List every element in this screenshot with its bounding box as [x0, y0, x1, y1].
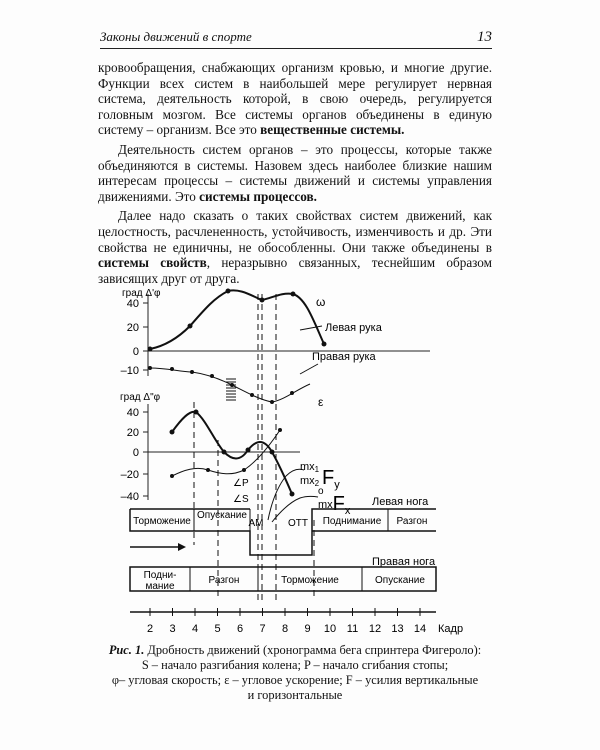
frame-tick-label: 11	[346, 623, 359, 635]
right-hand-point	[170, 367, 174, 371]
frame-tick-label: 8	[281, 623, 289, 635]
right-hand-point	[270, 400, 274, 404]
omega-point	[226, 289, 231, 294]
ott-label: ОТТ	[288, 518, 308, 529]
am-label: AM	[248, 518, 264, 529]
frame-tick-label: 4	[191, 623, 199, 635]
omega-curve-left-hand	[150, 290, 324, 349]
left-leg-label: Левая нога	[372, 496, 429, 508]
page-number: 13	[477, 29, 492, 45]
right-hand-point	[210, 374, 214, 378]
caption-line-4: и горизонтальные	[247, 688, 343, 702]
frame-tick-label: 2	[146, 623, 154, 635]
right-hand-point	[290, 391, 294, 395]
bottom-ytick-m40: –40	[120, 491, 139, 503]
epsilon-thin-point	[242, 468, 246, 472]
frame-tick-label: 12	[368, 623, 382, 635]
phase-lowering-left: Опускание	[197, 510, 247, 521]
frame-tick-label: 5	[214, 623, 221, 635]
caption-line-2: S – начало разгибания колена; P – начало сгибания стопы;	[141, 658, 449, 672]
epsilon-thin-point	[170, 474, 174, 478]
right-hand-point	[148, 366, 152, 370]
top-ytick-m10: –10	[120, 365, 139, 377]
epsilon-label: ε	[318, 395, 324, 409]
bottom-ytick-m20: –20	[120, 469, 139, 481]
term-material-systems: вещественные системы.	[260, 122, 405, 138]
fy-label: $F_y$	[322, 467, 340, 491]
frame-tick-label: 9	[304, 623, 311, 635]
header-title: Законы движений в спорте	[100, 29, 252, 44]
fx-label: mxFx	[318, 493, 351, 517]
paragraph-1-text: кровообращения, снабжающих организм кровью, и многие другие. Функции всех систем в наибольшей мере регулирует нервная система, деятельность которой, в свою очередь, регулируется головным мозгом. Все системы органов объединены в единую систему – организм. Все это	[98, 60, 492, 138]
figure-caption	[98, 643, 492, 703]
phase-accel-left: Разгон	[396, 516, 428, 527]
caption-title: Дробность движений (хронограмма бега спринтера Фигероло):	[144, 643, 482, 657]
term-process-systems: системы процессов.	[199, 188, 317, 204]
paragraph-3-text-a: Далее надо сказать о таких свойствах систем движений, как целостность, расчлененность, устойчивость, изменчивость и др. Эти свойства не единичны, не обособленны. Они также объединены в	[98, 208, 492, 255]
top-ytick-40: 40	[126, 298, 139, 310]
right-hand-leader	[300, 364, 318, 374]
omega-point	[322, 342, 327, 347]
phase-lifting-right-2: мание	[145, 581, 175, 592]
top-ytick-20: 20	[126, 322, 139, 334]
paragraph-3-text-b: , неразрывно связанных, теснейшим образом зависящих друг от друга.	[98, 255, 492, 286]
epsilon-point	[170, 430, 175, 435]
left-hand-label: Левая рука	[325, 322, 382, 334]
bottom-ytick-40: 40	[126, 407, 139, 419]
top-y-label: град Δ'φ	[122, 288, 161, 299]
right-hand-point	[190, 370, 194, 374]
caption-label: Рис. 1.	[108, 643, 145, 657]
right-hand-label: Правая рука	[312, 351, 376, 363]
direction-arrowhead	[178, 543, 186, 551]
epsilon-thin-point	[278, 428, 282, 432]
phase-lowering-right: Опускание	[375, 575, 425, 586]
bottom-ytick-20: 20	[126, 427, 139, 439]
frame-tick-label: 3	[169, 623, 176, 635]
omega-point	[148, 347, 153, 352]
frame-tick-label: 14	[413, 623, 427, 635]
mx2-label: mx2	[300, 475, 320, 488]
phase-braking-left: Торможение	[133, 516, 191, 527]
frame-tick-label: 13	[391, 623, 404, 635]
force-curve-fy	[268, 469, 304, 520]
frame-tick-label: 6	[236, 623, 244, 635]
epsilon-thin-point	[206, 468, 210, 472]
bottom-y-label: град Δ"φ	[120, 392, 161, 403]
phase-lifting-left: Поднимание	[322, 516, 382, 527]
s-marker-label: ∠S	[233, 494, 249, 505]
omega-point	[188, 324, 193, 329]
o-label: o	[318, 486, 324, 497]
left-hand-leader	[300, 326, 322, 330]
caption-line-3: φ– угловая скорость; ε – угловое ускорение; F – усилия вертикальные	[111, 673, 479, 687]
caption-line-1	[98, 643, 492, 658]
epsilon-point	[290, 492, 295, 497]
frame-axis-label: Кадр	[438, 623, 464, 635]
paragraph-2-text: Деятельность систем органов – это процессы, которые также объединяются в системы. Назовем здесь наиболее близкие нашим интересам процессы – системы движений и системы управления движениями. Это	[98, 141, 492, 204]
right-hand-point	[250, 393, 254, 397]
epsilon-point	[222, 450, 227, 455]
omega-point	[291, 292, 296, 297]
frame-tick-label: 10	[323, 623, 337, 635]
hatch-block	[226, 379, 236, 400]
epsilon-point	[270, 450, 275, 455]
phase-lifting-right-1: Подни-	[143, 570, 177, 581]
right-leg-label: Правая нога	[372, 556, 436, 568]
frame-tick-label: 7	[259, 623, 266, 635]
epsilon-point	[246, 448, 251, 453]
phase-braking-right: Торможение	[281, 575, 339, 586]
mx1-label: mx1	[300, 461, 320, 474]
phase-accel-right: Разгон	[208, 575, 240, 586]
term-property-systems: системы свойств	[98, 255, 207, 271]
omega-label: ω	[316, 295, 326, 309]
p-marker-label: ∠P	[233, 478, 249, 489]
top-ytick-0: 0	[132, 346, 139, 358]
bottom-ytick-0: 0	[132, 447, 139, 459]
